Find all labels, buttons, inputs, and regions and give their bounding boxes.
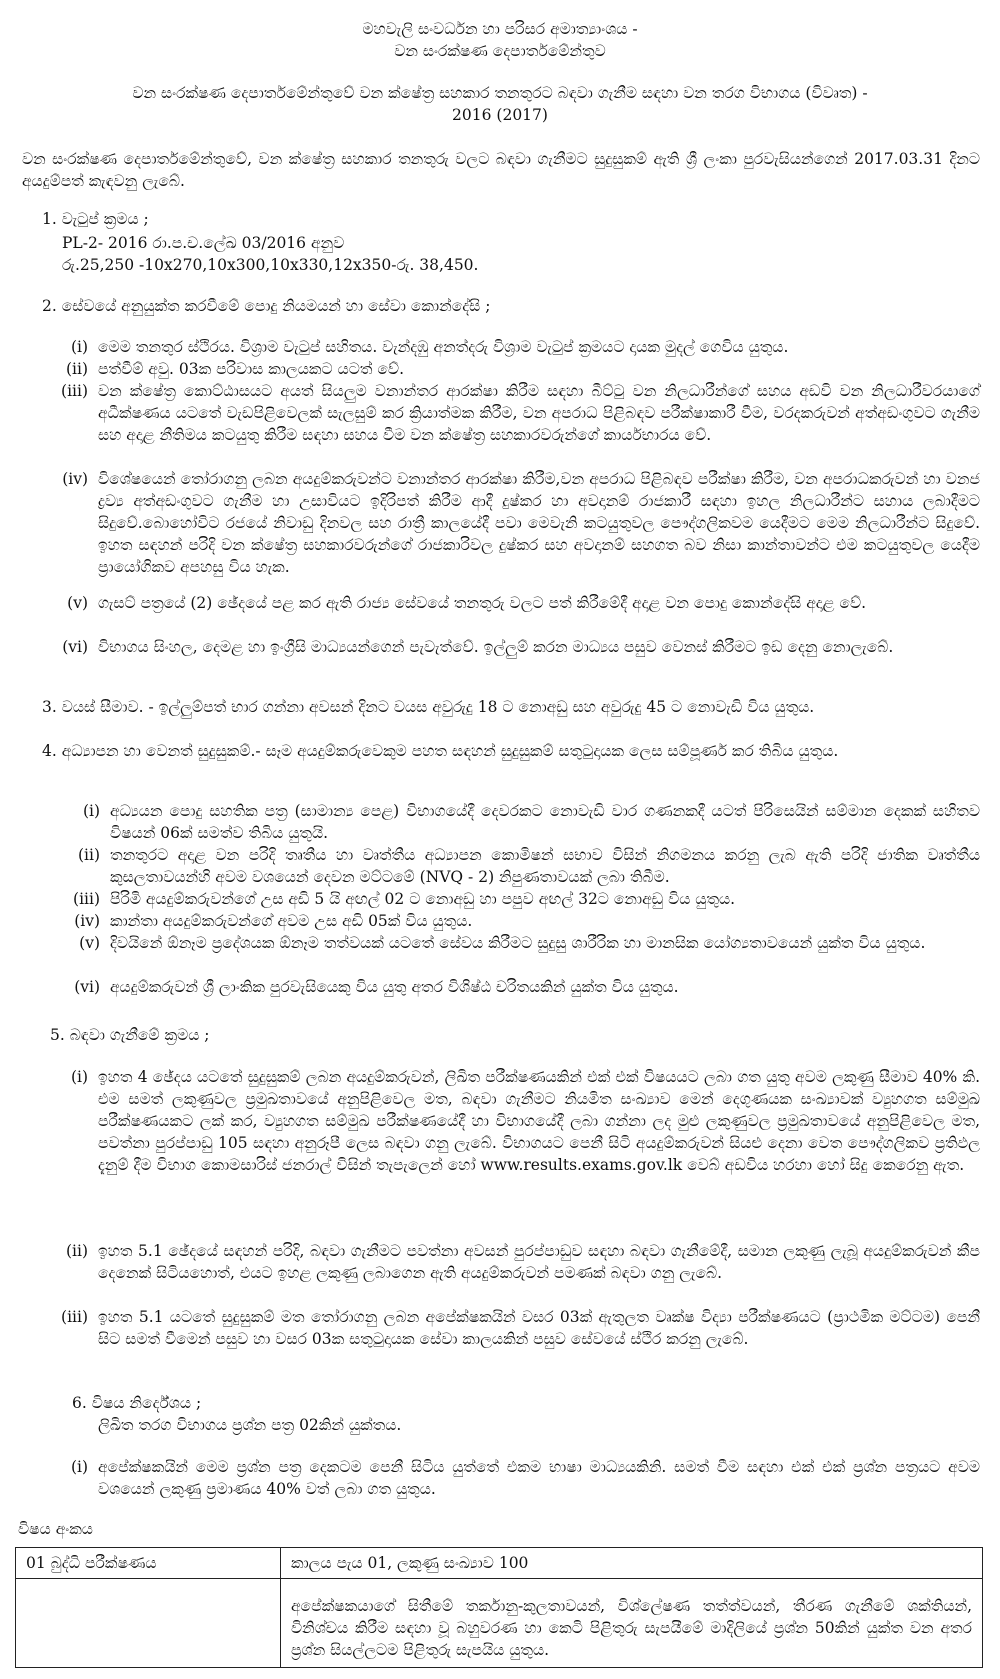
list-item-number: (iv) xyxy=(62,470,88,488)
list-item-text: පත්වීම් අවු. 03ක පරිවාස කාලයකට යටත් වේ. xyxy=(98,360,404,378)
list-item-number: (iv) xyxy=(74,912,100,930)
list-item-text: විශේෂයෙන් තෝරාගනු ලබන අයදුම්කරුවන්ට වනාන්තර ආරක්ෂා කිරීම,වන අපරාධ පිළිබඳව පරීක්ෂා කිරීම, වන අපරාධකරුවන් හා වනජ ද්‍රව්‍ය අත්අඩංගුවට ගැනීම හා උසාවියට ඉදිරිපත් කිරීම ආදී දුෂ්කර හා අවදානම් රාජකාරී සඳහා ඉහල නිලධාරීන්ට සහාය ලබාදීමට සිදුවේ.බොහෝවිට රජයේ නිවාඩු දිනවල සහ රාත්‍රී කාලයේදී පවා මෙවැනි කටයුතුවල පෞද්ගලිකවම යෙදීමට මෙම නිලධාරීන්ට සිදුවේ. ඉහත සඳහන් පරිදි වන ක්ෂේත්‍ර සහකාරවරුන්ගේ රාජකාරිවල දුෂ්කර සහ අවදානම් සහගත බව නිසා කාන්තාවන්ට එම කටයුතුවල යෙදීම ප්‍රායෝගිකව අපහසු විය හැක. xyxy=(98,470,980,576)
table-row xyxy=(16,1548,983,1579)
list-item xyxy=(22,910,980,932)
ministry-name: මහවැලි සංවර්ධන හා පරිසර අමාත්‍යාංශය - xyxy=(362,20,638,38)
list-item-text: ගැසට් පත්‍රයේ (2) ඡේදයේ පළ කර ඇති රාජ්‍ය සේවයේ තනතුරු වලට පත් කිරීමේදී අදාළ වන පොදු කොන්දේසි අදාළ වේ. xyxy=(98,594,867,612)
notice-title-line2: 2016 (2017) xyxy=(452,106,548,124)
list-item xyxy=(22,800,980,844)
list-item xyxy=(22,468,980,578)
salary-heading: 1. වැටුප් ක්‍රමය ; xyxy=(42,210,149,228)
list-item-text: කාන්තා අයදුම්කරුවන්ගේ අවම උස අඩි 05ක් විය යුතුය. xyxy=(110,912,473,930)
list-item-number: (v) xyxy=(79,934,100,952)
table-cell: අපේක්ෂකයාගේ සිතීමේ තර්කානු-කුලතාවයන්, විශ්ලේෂණ තත්ත්වයන්, තීරණ ගැනීමේ ශක්තියන්, විනිශ්චය කිරීම සඳහා වූ බහුවරණ හා කෙටි පිළිතුරු සැපයීමේ මාදිලියේ ප්‍රශ්න 50කින් යුක්ත වන අතර ප්‍රශ්න සියල්ලටම පිළිතුරු සැපයිය යුතුය. xyxy=(281,1579,983,1668)
list-item xyxy=(22,1240,980,1284)
recruitment-method-heading: 5. බඳවා ගැනීමේ ක්‍රමය ; xyxy=(50,1026,210,1044)
qualifications-heading: 4. අධ්‍යාපන හා වෙනත් සුදුසුකම්.- සෑම අයදුම්කරුවෙකුම පහත සඳහන් සුදුසුකම් සතුටුදායක ලෙස සම්පූර්ණ කර තිබිය යුතුය. xyxy=(42,742,839,760)
list-item-text: වන ක්ෂේත්‍ර කොට්ඨාසයට අයත් සියලුම වනාන්තර ආරක්ෂා කිරීම සඳහා බීට්ටු වන නිලධාරීන්ගේ සහය අඩවි වන නිලධාරීවරයාගේ අධීක්ෂණය යටතේ වැඩපිළිවෙලක් සැලසුම් කර ක්‍රියාත්මක කිරීම, වන අපරාධ පිළිබඳව පරීක්ෂාකාරී වීම, වරදකරුවන් අත්අඩංගුවට ගැනීම සහ අදාළ නීතිමය කටයුතු කිරීම සඳහා සහය වීම වන ක්ෂේත්‍ර සහකාරවරුන්ගේ කාර්යභාරය වේ. xyxy=(98,382,980,444)
department-name: වන සංරක්ෂණ දෙපාර්තමේන්තුව xyxy=(394,42,606,60)
list-item xyxy=(22,1306,980,1350)
list-item-number: (ii) xyxy=(77,846,100,864)
salary-scale: රු.25,250 -10x270,10x300,10x330,12x350-රු. 38,450. xyxy=(62,256,479,274)
list-item-number: (i) xyxy=(70,338,88,356)
list-item-number: (ii) xyxy=(65,360,88,378)
list-item-text: පිරිමි අයදුම්කරුවන්ගේ උස අඩි 5 යි අඟල් 02 ට නොඅඩු හා පපුව අඟල් 32ට නොඅඩු විය යුතුය. xyxy=(110,890,736,908)
table-cell: කාලය පැය 01, ලකුණු සංඛ්‍යාව 100 xyxy=(281,1548,983,1579)
list-item-number: (i) xyxy=(82,802,100,820)
syllabus-line: ලිඛිත තරග විභාගය ප්‍රශ්න පත්‍ර 02කින් යුක්තය. xyxy=(98,1416,402,1434)
table-cell xyxy=(16,1579,281,1668)
list-item xyxy=(22,888,980,910)
list-item-text: අධ්‍යයන පොදු සහතික පත්‍ර (සාමාන්‍ය පෙළ) විභාගයේදී දෙවරකට නොවැඩි වාර ගණනකදී යටත් පිරිසෙයින් සම්මාන දෙකක් සහිතව විෂයන් 06ක් සමත්ව තිබිය යුතුයි. xyxy=(110,802,980,842)
table-row xyxy=(16,1579,983,1668)
salary-circular: PL-2- 2016 රා.ප.ච.ලේඛ 03/2016 අනුව xyxy=(62,234,345,252)
list-item-text: ඉහත 5.1 ඡේදයේ සඳහන් පරිදි, බඳවා ගැනීමට පවත්නා අවසන් පුරප්පාඩුව සඳහා බඳවා ගැනීමේදී, සමාන ලකුණු ලැබූ අයදුම්කරුවන් කීප දෙනෙක් සිටියහොත්, එයට ඉහළ ලකුණු ලබාගෙන ඇති අයදුම්කරුවන් පමණක් බඳවා ගනු ලැබේ. xyxy=(98,1242,980,1282)
list-item-number: (vi) xyxy=(62,638,88,656)
list-item-number: (v) xyxy=(67,594,88,612)
list-item-number: (iii) xyxy=(73,890,100,908)
list-item xyxy=(22,380,980,446)
list-item xyxy=(22,358,980,380)
list-item-number: (vi) xyxy=(74,978,100,996)
list-item-number: (ii) xyxy=(65,1242,88,1260)
list-item xyxy=(22,336,980,358)
list-item xyxy=(22,1456,980,1500)
list-item-text: ඉහත 4 ඡේදය යටතේ සුදුසුකම් ලබන අයදුම්කරුවන්, ලිඛිත පරීක්ෂණයකින් එක් එක් විෂයයට ලබා ගත යුතු අවම ලකුණු සීමාව 40% කි. එම සමත් ලකුණුවල ප්‍රමුඛතාවයේ අනුපිළිවෙල මත, බඳවා ගැනීමට නියමිත සංඛ්‍යාව මෙන් දෙගුණයක සංඛ්‍යාවක් ව්‍යුහගත සම්මුඛ පරීක්ෂණයකට ලක් කර, ව්‍යුහගත සම්මුඛ පරීක්ෂණයේදී හා විභාගයේදී ලබා ගන්නා ලද මුළු ලකුණුවල ප්‍රමුඛතාවයේ අනුපිළිවෙල මත, පවත්නා පුරප්පාඩු 105 සඳහා අනුරූපී ලෙස බඳවා ගනු ලැබේ. විභාගයට පෙනී සිටි අයදුම්කරුවන් සියළු දෙනා වෙත පෞද්ගලිකව ප්‍රතිඵල දැනුම් දීම විභාග කොමසාරිස් ජනරාල් විසින් තැපැලෙන් හෝ www.results.exams.gov.lk වෙබ් අඩවිය හරහා හෝ සිදු කෙරෙනු ඇත. xyxy=(98,1068,981,1174)
list-item xyxy=(22,592,980,614)
table-cell: 01 බුද්ධි පරීක්ෂණය xyxy=(16,1548,281,1579)
list-item-text: මෙම තනතුර ස්ථිරය. විශ්‍රාම වැටුප් සහිතය. වැන්දඹු අනත්දරු විශ්‍රාම වැටුප් ක්‍රමයට දායක මුදල් ගෙවිය යුතුය. xyxy=(98,338,789,356)
list-item-number: (iii) xyxy=(61,382,88,400)
intro-paragraph: වන සංරක්ෂණ දෙපාර්තමේන්තුවේ, වන ක්ෂේත්‍ර සහකාර තනතුරු වලට බඳවා ගැනීමට සුදුසුකම් ඇති ශ්‍රී ලංකා පුරවැසියන්ගෙන් 2017.03.31 දිනට අයදුම්පත් කැඳවනු ලැබේ. xyxy=(22,150,980,190)
list-item xyxy=(22,976,980,998)
list-item xyxy=(22,932,980,954)
list-item-number: (i) xyxy=(70,1068,88,1086)
list-item xyxy=(22,1066,980,1176)
syllabus-heading: 6. විෂය නිර්දේශය ; xyxy=(72,1394,202,1412)
age-limit-paragraph: 3. වයස් සීමාව. - ඉල්ලුම්පත් භාර ගන්නා අවසන් දිනට වයස අවුරුදු 18 ට නොඅඩු සහ අවුරුදු 45 ට නොවැඩි විය යුතුය. xyxy=(42,698,815,716)
list-item-number: (i) xyxy=(70,1458,88,1476)
list-item-number: (iii) xyxy=(61,1308,88,1326)
list-item xyxy=(22,844,980,888)
notice-title-line1: වන සංරක්ෂණ දෙපාර්තමේන්තුවේ වන ක්ෂේත්‍ර සහකාර තනතුරට බඳවා ගැනීම සඳහා වන තරග විභාගය (විවෘත) - xyxy=(132,84,868,102)
list-item xyxy=(22,636,980,658)
list-item-text: අයදුම්කරුවන් ශ්‍රී ලාංකික පුරවැසියෙකු විය යුතු අතර විශිෂ්ඨ චරිතයකින් යුක්ත විය යුතුය. xyxy=(110,978,679,996)
subject-code-label: විෂය අංකය xyxy=(18,1520,93,1538)
list-item-text: තනතුරට අදාළ වන පරිදි තෘතීය හා වෘත්තීය අධ්‍යාපන කොමිෂන් සභාව විසින් නිගමනය කරනු ලැබ ඇති පරිදි ජාතික වෘත්තීය කුසලතාවයන්හි අවම වශයෙන් දෙවන මට්ටමේ (NVQ - 2) නිපුණතාවයක් ලබා තිබීම. xyxy=(110,846,980,886)
list-item-text: දිවයිනේ ඕනෑම ප්‍රදේශයක ඕනෑම තත්වයක් යටතේ සේවය කිරීමට සුදුසු ශාරීරික හා මානසික යෝග්‍යතාවයෙන් යුක්ත විය යුතුය. xyxy=(110,934,926,952)
list-item-text: අපේක්ෂකයින් මෙම ප්‍රශ්න පත්‍ර දෙකටම පෙනී සිටිය යුත්තේ එකම භාෂා මාධ්‍යයකිනි. සමත් වීම සඳහා එක් එක් ප්‍රශ්න පත්‍රයට අවම වශයෙන් ලකුණු ප්‍රමාණය 40% වත් ලබා ගත යුතුය. xyxy=(98,1458,980,1498)
service-conditions-heading: 2. සේවයේ අනුයුක්ත කරවීමේ පොදු නියමයන් හා සේවා කොන්දේසි ; xyxy=(42,297,491,315)
subject-table xyxy=(15,1547,983,1668)
list-item-text: ඉහත 5.1 යටතේ සුදුසුකම් මත තෝරාගනු ලබන අපේක්ෂකයින් වසර 03ක් ඇතුලත වෘක්ෂ විද්‍යා පරීක්ෂණයට (ප්‍රාථමික මට්ටම) පෙනී සිට සමත් වීමෙන් පසුව හා වසර 03ක සතුටුදායක සේවා කාලයකින් පසුව සේවයේ ස්ථිර කරනු ලැබේ. xyxy=(98,1308,980,1348)
list-item-text: විභාගය සිංහල, දෙමළ හා ඉංග්‍රීසි මාධ්‍යයන්ගෙන් පැවැත්වේ. ඉල්ලුම් කරන මාධ්‍යය පසුව වෙනස් කිරීමට ඉඩ දෙනු නොලැබේ. xyxy=(98,638,894,656)
